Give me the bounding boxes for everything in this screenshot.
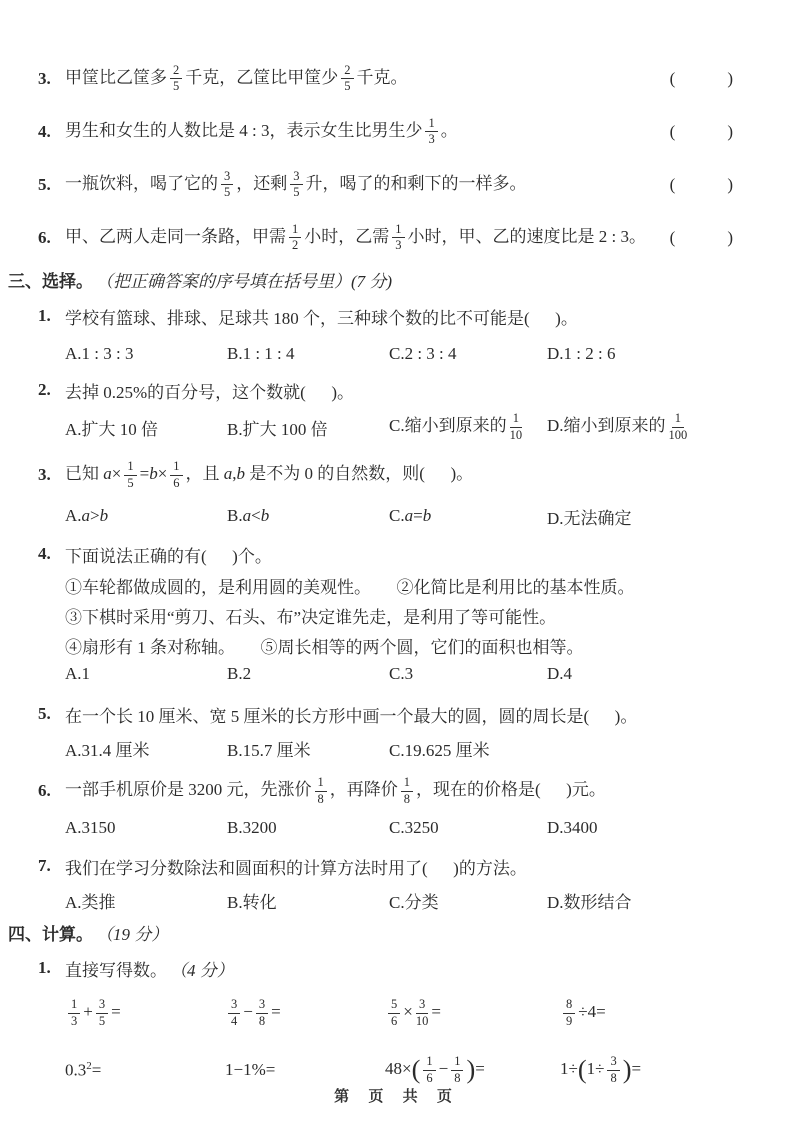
option-d: D.3400 <box>547 818 598 837</box>
option-b: B.15.7 厘米 <box>227 740 311 760</box>
option-c: C.3 <box>389 664 414 683</box>
option-b: B.a<b <box>227 506 270 525</box>
options-row <box>65 735 765 761</box>
calc-row-1 <box>65 989 765 1037</box>
question-number: 3. <box>38 465 51 484</box>
section-note: （把正确答案的序号填在括号里）(7 分) <box>96 272 393 291</box>
subquestion-note: （4 分） <box>170 960 234 980</box>
calc-item-8: 1÷(1÷ $\frac{3}{8}$ )= <box>560 1053 642 1085</box>
choice-question-7 <box>38 853 765 913</box>
question-text: 去掉 0.25%的百分号，这个数就( )。 <box>65 382 354 402</box>
judge-section <box>38 52 765 264</box>
options-row <box>65 503 765 529</box>
question-number: 6. <box>38 781 51 800</box>
question-text: 下面说法正确的有( )个。 <box>65 546 272 566</box>
question-number: 7. <box>38 856 51 875</box>
option-c: C.分类 <box>389 892 439 912</box>
calc-item-6: 1−1%= <box>225 1060 276 1079</box>
option-b: B.3200 <box>227 818 277 837</box>
answer-bracket: ( ) <box>669 227 735 247</box>
question-number: 3. <box>38 68 51 88</box>
question-number: 4. <box>38 544 51 563</box>
calc-item-2: $\frac{3}{4}$ − $\frac{3}{8}$ = <box>225 998 385 1029</box>
choice-question-4 <box>38 541 765 687</box>
subquestion-title: 直接写得数。 <box>65 960 167 980</box>
question-text: 甲筐比乙筐多 $\frac{2}{5}$ 千克，乙筐比甲筐少 $\frac{2}{5}$ 千克。 <box>65 62 408 94</box>
choice-question-1 <box>38 303 765 367</box>
calc-item-3: $\frac{5}{6}$ × $\frac{3}{10}$ = <box>385 998 560 1029</box>
question-number: 1. <box>38 306 51 325</box>
options-row <box>65 661 765 687</box>
option-c: C.a=b <box>389 506 432 525</box>
question-text: 一部手机原价是 3200 元，先涨价 $\frac{1}{8}$ ，再降价 $\frac{1}{8}$ ，现在的价格是( )元。 <box>65 775 606 806</box>
judge-question-5 <box>38 158 765 211</box>
calc-section <box>8 919 765 1093</box>
options-row <box>65 887 765 913</box>
calc-item-4: $\frac{8}{9}$ ÷4= <box>560 998 765 1029</box>
question-text: 学校有篮球、排球、足球共 180 个，三种球个数的比不可能是( )。 <box>65 308 578 328</box>
question-text: 甲、乙两人走同一条路，甲需 $\frac{1}{2}$ 小时，乙需 $\frac{1}{3}$ 小时，甲、乙的速度比是 2 : 3。 <box>65 221 646 253</box>
section-note: （19 分） <box>96 925 169 944</box>
option-b: B.扩大 100 倍 <box>227 419 328 439</box>
option-d: D.缩小到原来的 $\frac{1}{100}$ <box>547 411 688 442</box>
judge-question-6 <box>38 211 765 264</box>
calc-item-1: $\frac{1}{3}$ + $\frac{3}{5}$ = <box>65 998 225 1029</box>
option-d: D.1 : 2 : 6 <box>547 344 616 363</box>
section-heading-choice <box>8 266 765 293</box>
option-b: B.转化 <box>227 892 277 912</box>
question-number: 4. <box>38 121 51 141</box>
option-a: A.扩大 10 倍 <box>65 419 159 439</box>
option-d: D.4 <box>547 664 573 683</box>
question-text: 在一个长 10 厘米、宽 5 厘米的长方形中画一个最大的圆，圆的周长是( )。 <box>65 706 638 726</box>
option-a: A.1 : 3 : 3 <box>65 344 134 363</box>
answer-bracket: ( ) <box>669 68 735 88</box>
question-number: 2. <box>38 380 51 399</box>
calc-subheading <box>38 955 765 981</box>
choice-question-6 <box>38 769 765 841</box>
statement-line: ④扇形有 1 条对称轴。 ⑤周长相等的两个圆，它们的面积也相等。 <box>65 637 584 657</box>
statement-line: ③下棋时采用“剪刀、石头、布”决定谁先走，是利用了等可能性。 <box>65 607 557 627</box>
option-c: C.19.625 厘米 <box>389 740 490 760</box>
option-a: A.类推 <box>65 892 116 912</box>
section-heading-calc <box>8 919 765 946</box>
option-d: D.无法确定 <box>547 508 632 528</box>
page-footer: 第 页 共 页 <box>334 1087 459 1105</box>
question-text: 已知 a× $\frac{1}{5}$ =b× $\frac{1}{6}$ ，且 a,b 是不为 0 的自然数，则( )。 <box>65 459 474 490</box>
choice-question-5 <box>38 701 765 761</box>
calc-item-7: 48×( $\frac{1}{6}$ − $\frac{1}{8}$ )= <box>385 1053 485 1085</box>
calc-item-5: $0.3^2=$ <box>65 1059 102 1080</box>
question-number: 6. <box>38 227 51 247</box>
judge-question-3 <box>38 52 765 105</box>
section-title: 四、计算。 <box>8 925 93 944</box>
option-c: C.缩小到原来的 $\frac{1}{10}$ <box>389 411 523 442</box>
option-b: B.1 : 1 : 4 <box>227 344 295 363</box>
option-a: A.3150 <box>65 818 116 837</box>
section-title: 三、选择。 <box>8 272 93 291</box>
statement-line: ①车轮都做成圆的，是利用圆的美观性。 ②化简比是利用比的基本性质。 <box>65 577 635 597</box>
choice-section <box>8 266 765 913</box>
question-text: 我们在学习分数除法和圆面积的计算方法时用了( )的方法。 <box>65 858 527 878</box>
options-row <box>65 341 765 367</box>
question-text: 一瓶饮料，喝了它的 $\frac{3}{5}$ ，还剩 $\frac{3}{5}$ 升，喝了的和剩下的一样多。 <box>65 168 527 200</box>
subquestion-number: 1. <box>38 958 51 977</box>
judge-question-4 <box>38 105 765 158</box>
options-row <box>65 815 765 841</box>
option-c: C.2 : 3 : 4 <box>389 344 457 363</box>
choice-question-3 <box>38 453 765 529</box>
option-a: A.31.4 厘米 <box>65 740 150 760</box>
option-d: D.数形结合 <box>547 892 632 912</box>
question-number: 5. <box>38 174 51 194</box>
choice-question-2 <box>38 377 765 449</box>
option-b: B.2 <box>227 664 252 683</box>
option-a: A.a>b <box>65 506 109 525</box>
question-number: 5. <box>38 704 51 723</box>
option-c: C.3250 <box>389 818 439 837</box>
question-text: 男生和女生的人数比是 4 : 3，表示女生比男生少 $\frac{1}{3}$ 。 <box>65 115 458 147</box>
answer-bracket: ( ) <box>669 174 735 194</box>
option-a: A.1 <box>65 664 91 683</box>
options-row <box>65 405 765 449</box>
answer-bracket: ( ) <box>669 121 735 141</box>
